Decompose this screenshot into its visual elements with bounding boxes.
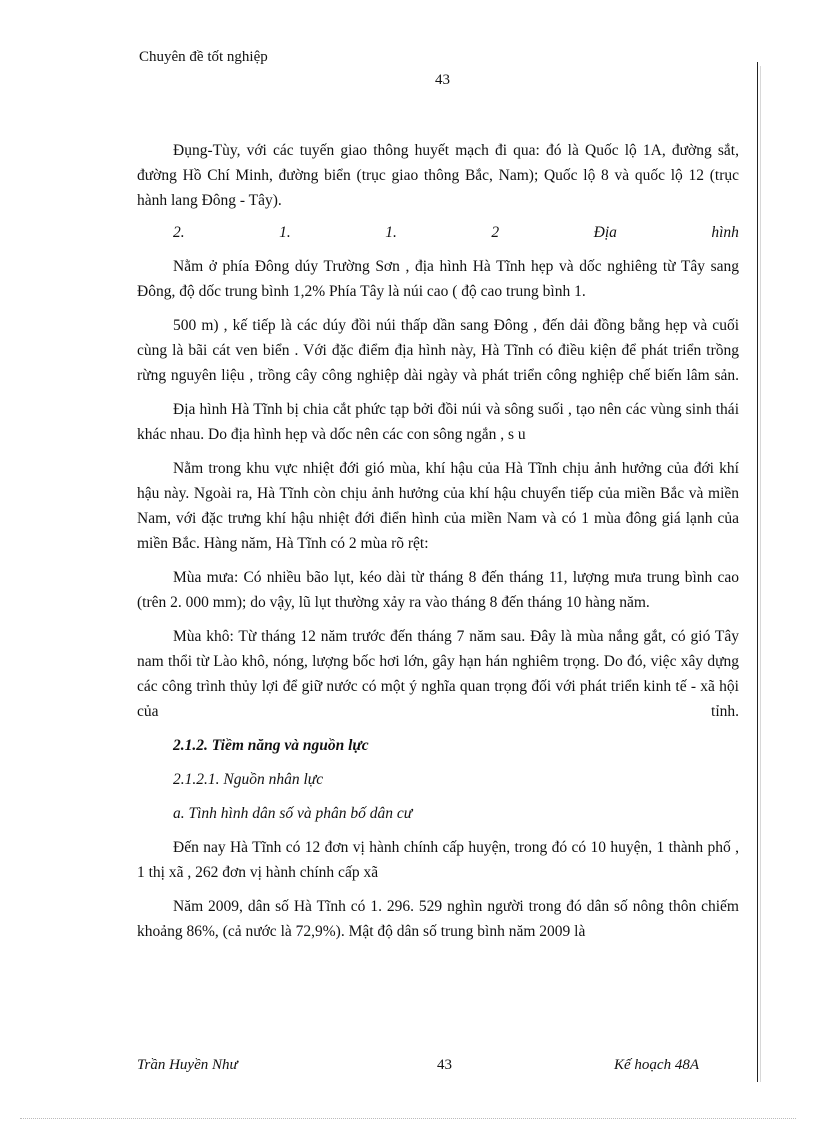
heading-potential-resources: 2.1.2. Tiềm năng và nguồn lực — [173, 737, 369, 754]
heading-part-5: Địa — [593, 224, 617, 241]
paragraph-climate: Nằm trong khu vực nhiệt đới gió mùa, khí hậu của Hà Tĩnh chịu ảnh hưởng của đới khí hậu này. Ngoài ra, Hà Tĩnh còn chịu ảnh hưởng của khí hậu chuyển tiếp của miền Bắc và miền Nam, với đặc trưng khí hậu nhiệt đới điển hình của miền Nam và có 1 mùa đông giá lạnh của miền Bắc. Hàng năm, Hà Tĩnh có 2 mùa rõ rệt: — [137, 460, 739, 552]
right-border-shadow — [760, 66, 761, 1082]
heading-part-1: 2. — [173, 224, 185, 241]
paragraph-administrative-units: Đến nay Hà Tĩnh có 12 đơn vị hành chính cấp huyện, trong đó có 10 huyện, 1 thành phố , 1 thị xã , 262 đơn vị hành chính cấp xã — [137, 839, 739, 881]
paragraph-terrain-1: Nằm ở phía Đông dúy Trường Sơn , địa hình Hà Tĩnh hẹp và dốc nghiêng từ Tây sang Đông, độ dốc trung bình 1,2% Phía Tây là núi cao ( độ cao trung bình 1. — [137, 258, 739, 300]
right-border-line — [757, 62, 758, 1082]
paragraph-terrain-3: Địa hình Hà Tĩnh bị chia cắt phức tạp bởi đồi núi và sông suối , tạo nên các vùng sinh thái khác nhau. Do địa hình hẹp và dốc nên các con sông ngắn , s u — [137, 401, 739, 443]
heading-part-3: 1. — [385, 224, 397, 241]
header-title: Chuyên đề tốt nghiệp — [139, 49, 268, 65]
section-heading-2-1-1-2 — [137, 220, 739, 245]
header-page-number: 43 — [435, 72, 450, 88]
heading-human-resources: 2.1.2.1. Nguồn nhân lực — [173, 771, 324, 788]
paragraph-population-2009: Năm 2009, dân số Hà Tĩnh có 1. 296. 529 nghìn người trong đó dân số nông thôn chiếm khoảng 86%, (cả nước là 72,9%). Mật độ dân số trung bình năm 2009 là — [137, 898, 739, 940]
paragraph-dry-season: Mùa khô: Từ tháng 12 năm trước đến tháng 7 năm sau. Đây là mùa nắng gắt, có gió Tây nam thổi từ Lào khô, nóng, lượng bốc hơi lớn, gây hạn hán nghiêm trọng. Do đó, việc xây dựng các công trình thủy lợi để giữ nước có một ý nghĩa quan trọng đối với phát triển kinh tế - xã hội của tỉnh. — [137, 628, 739, 720]
paragraph-transport: Đụng-Tùy, với các tuyến giao thông huyết mạch đi qua: đó là Quốc lộ 1A, đường sắt, đường Hồ Chí Minh, đường biển (trục giao thông Bắc, Nam); Quốc lộ 8 và quốc lộ 12 (trục hành lang Đông - Tây). — [137, 142, 739, 209]
heading-population: a. Tình hình dân số và phân bố dân cư — [173, 805, 413, 822]
footer-page-number: 43 — [437, 1057, 452, 1073]
document-body — [137, 138, 739, 953]
footer-author: Trần Huyền Như — [137, 1057, 238, 1073]
heading-part-4: 2 — [491, 224, 500, 241]
bottom-dotted-divider — [20, 1118, 796, 1119]
heading-part-6: hình — [711, 224, 739, 241]
paragraph-terrain-2: 500 m) , kế tiếp là các dúy đồi núi thấp dần sang Đông , đến dải đồng bằng hẹp và cuối cùng là bãi cát ven biển . Với đặc điểm địa hình này, Hà Tĩnh có điều kiện để phát triển trồng rừng nguyên liệu , trồng cây công nghiệp dài ngày và phát triển công nghiệp chế biến lâm sản. — [137, 317, 739, 384]
footer-class: Kế hoạch 48A — [614, 1057, 699, 1073]
heading-part-2: 1. — [279, 224, 291, 241]
paragraph-rainy-season: Mùa mưa: Có nhiều bão lụt, kéo dài từ tháng 8 đến tháng 11, lượng mưa trung bình cao (trên 2. 000 mm); do vậy, lũ lụt thường xảy ra vào tháng 8 đến tháng 10 hàng năm. — [137, 569, 739, 611]
